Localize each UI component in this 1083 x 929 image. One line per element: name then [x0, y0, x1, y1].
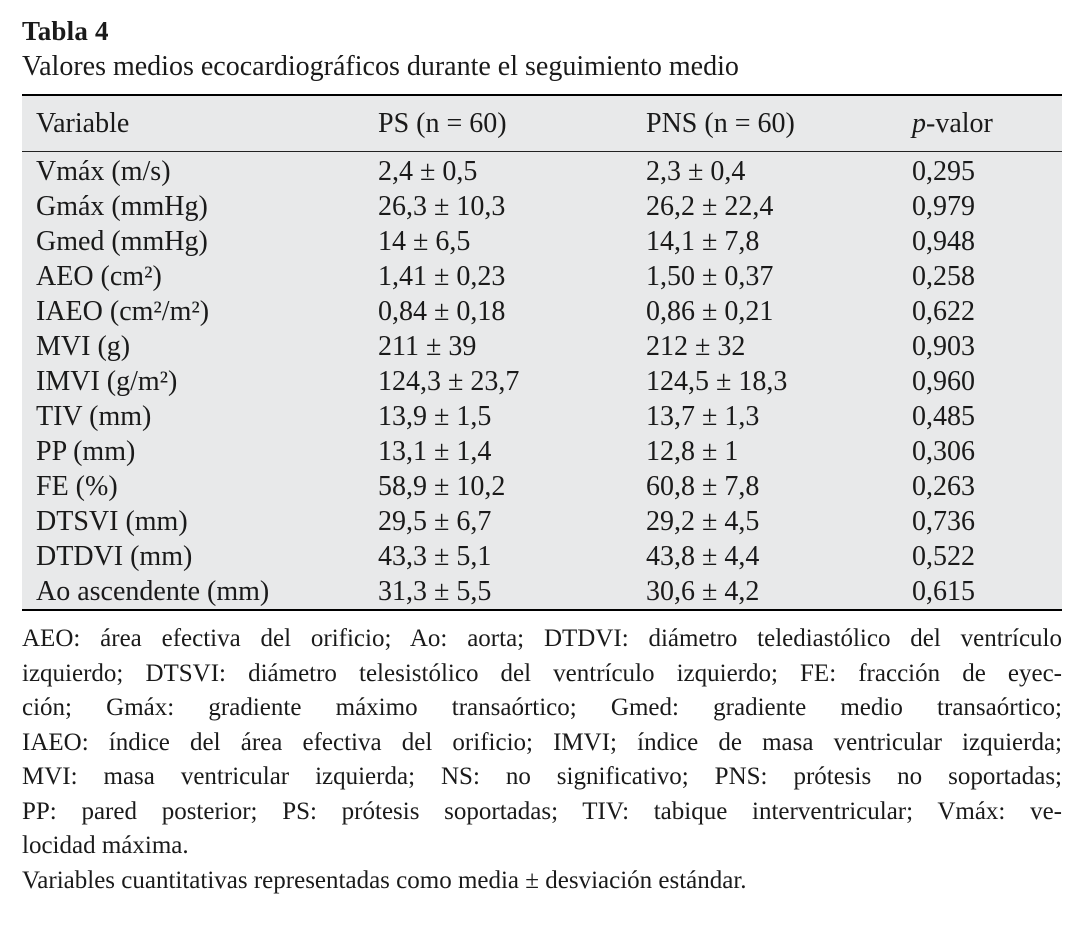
pvalue-suffix: -valor	[926, 107, 993, 139]
variable-cell: IAEO (cm²/m²)	[36, 296, 210, 327]
value-cell: 0,622	[912, 296, 975, 327]
variable-cell: Vmáx (m/s)	[36, 156, 171, 187]
table-row	[22, 504, 1062, 539]
footnote-line: ción; Gmáx: gradiente máximo transaórtico; Gmed: gradiente medio transaórtico;	[22, 694, 1062, 721]
footnote-line: MVI: masa ventricular izquierda; NS: no significativo; PNS: prótesis no soportadas;	[22, 763, 1062, 790]
table-row	[22, 294, 1062, 329]
variable-cell: FE (%)	[36, 471, 118, 502]
value-cell: 26,2 ± 22,4	[646, 191, 774, 222]
value-cell: 0,903	[912, 331, 975, 362]
variable-cell: AEO (cm²)	[36, 261, 162, 292]
value-cell: 0,263	[912, 471, 975, 502]
value-cell: 2,3 ± 0,4	[646, 156, 746, 187]
table-row	[22, 574, 1062, 610]
value-cell: 30,6 ± 4,2	[646, 576, 760, 607]
table-row	[22, 224, 1062, 259]
value-cell: 13,1 ± 1,4	[378, 436, 492, 467]
table-row	[22, 364, 1062, 399]
value-cell: 124,5 ± 18,3	[646, 366, 788, 397]
value-cell: 0,86 ± 0,21	[646, 296, 774, 327]
table-body	[22, 152, 1062, 611]
value-cell: 14 ± 6,5	[378, 226, 471, 257]
value-cell: 29,5 ± 6,7	[378, 506, 492, 537]
value-cell: 0,485	[912, 401, 975, 432]
variable-cell: DTDVI (mm)	[36, 541, 193, 572]
variable-cell: MVI (g)	[36, 331, 131, 362]
value-cell: 13,9 ± 1,5	[378, 401, 492, 432]
value-cell: 0,948	[912, 226, 975, 257]
value-cell: 29,2 ± 4,5	[646, 506, 760, 537]
value-cell: 43,3 ± 5,1	[378, 541, 492, 572]
value-cell: 212 ± 32	[646, 331, 746, 362]
variable-cell: DTSVI (mm)	[36, 506, 188, 537]
table-row	[22, 152, 1062, 190]
value-cell: 14,1 ± 7,8	[646, 226, 760, 257]
header-row	[22, 95, 1062, 152]
echo-values-table	[22, 94, 1062, 611]
table-row	[22, 189, 1062, 224]
table-row	[22, 329, 1062, 364]
value-cell: 0,979	[912, 191, 975, 222]
value-cell: 31,3 ± 5,5	[378, 576, 492, 607]
value-cell: 0,960	[912, 366, 975, 397]
table-row	[22, 399, 1062, 434]
col-header-variable: Variable	[22, 95, 378, 152]
table-row	[22, 259, 1062, 294]
variable-cell: TIV (mm)	[36, 401, 152, 432]
table-row	[22, 434, 1062, 469]
value-cell: 0,736	[912, 506, 975, 537]
value-cell: 26,3 ± 10,3	[378, 191, 506, 222]
col-header-ps: PS (n = 60)	[378, 95, 646, 152]
p-italic-letter: p	[912, 107, 926, 139]
value-cell: 1,41 ± 0,23	[378, 261, 506, 292]
value-cell: 124,3 ± 23,7	[378, 366, 520, 397]
footnote-line: IAEO: índice del área efectiva del orificio; IMVI; índice de masa ventricular izquierda;	[22, 728, 1062, 756]
col-header-pvalue	[912, 95, 1062, 152]
variable-cell: PP (mm)	[36, 436, 136, 467]
value-cell: 2,4 ± 0,5	[378, 156, 478, 187]
footnote-line: locidad máxima.	[22, 832, 189, 859]
value-cell: 60,8 ± 7,8	[646, 471, 760, 502]
variable-cell: Gmed (mmHg)	[36, 226, 208, 257]
value-cell: 0,84 ± 0,18	[378, 296, 506, 327]
footnote-line: Variables cuantitativas representadas como media ± desviación estándar.	[22, 866, 747, 894]
table-label: Tabla 4	[22, 16, 109, 46]
footnote-line: PP: pared posterior; PS: prótesis soportadas; TIV: tabique interventricular; Vmáx: ve-	[22, 797, 1062, 825]
value-cell: 211 ± 39	[378, 331, 477, 362]
value-cell: 58,9 ± 10,2	[378, 471, 506, 502]
table-caption: Valores medios ecocardiográficos durante el seguimiento medio	[22, 51, 739, 82]
variable-cell: IMVI (g/m²)	[36, 366, 178, 397]
value-cell: 0,522	[912, 541, 975, 572]
variable-cell: Ao ascendente (mm)	[36, 576, 270, 607]
footnote-line: AEO: área efectiva del orificio; Ao: aorta; DTDVI: diámetro telediastólico del ventrículo	[22, 625, 1062, 652]
value-cell: 13,7 ± 1,3	[646, 401, 760, 432]
col-header-pns: PNS (n = 60)	[646, 95, 912, 152]
value-cell: 0,306	[912, 436, 975, 467]
value-cell: 12,8 ± 1	[646, 436, 739, 467]
value-cell: 0,258	[912, 261, 975, 292]
table-row	[22, 469, 1062, 504]
variable-cell: Gmáx (mmHg)	[36, 191, 208, 222]
value-cell: 0,615	[912, 576, 975, 607]
footnotes	[22, 622, 1062, 898]
value-cell: 43,8 ± 4,4	[646, 541, 760, 572]
value-cell: 0,295	[912, 156, 975, 187]
value-cell: 1,50 ± 0,37	[646, 261, 774, 292]
table-row	[22, 539, 1062, 574]
footnote-line: izquierdo; DTSVI: diámetro telesistólico del ventrículo izquierdo; FE: fracción de eyec-	[22, 659, 1062, 687]
